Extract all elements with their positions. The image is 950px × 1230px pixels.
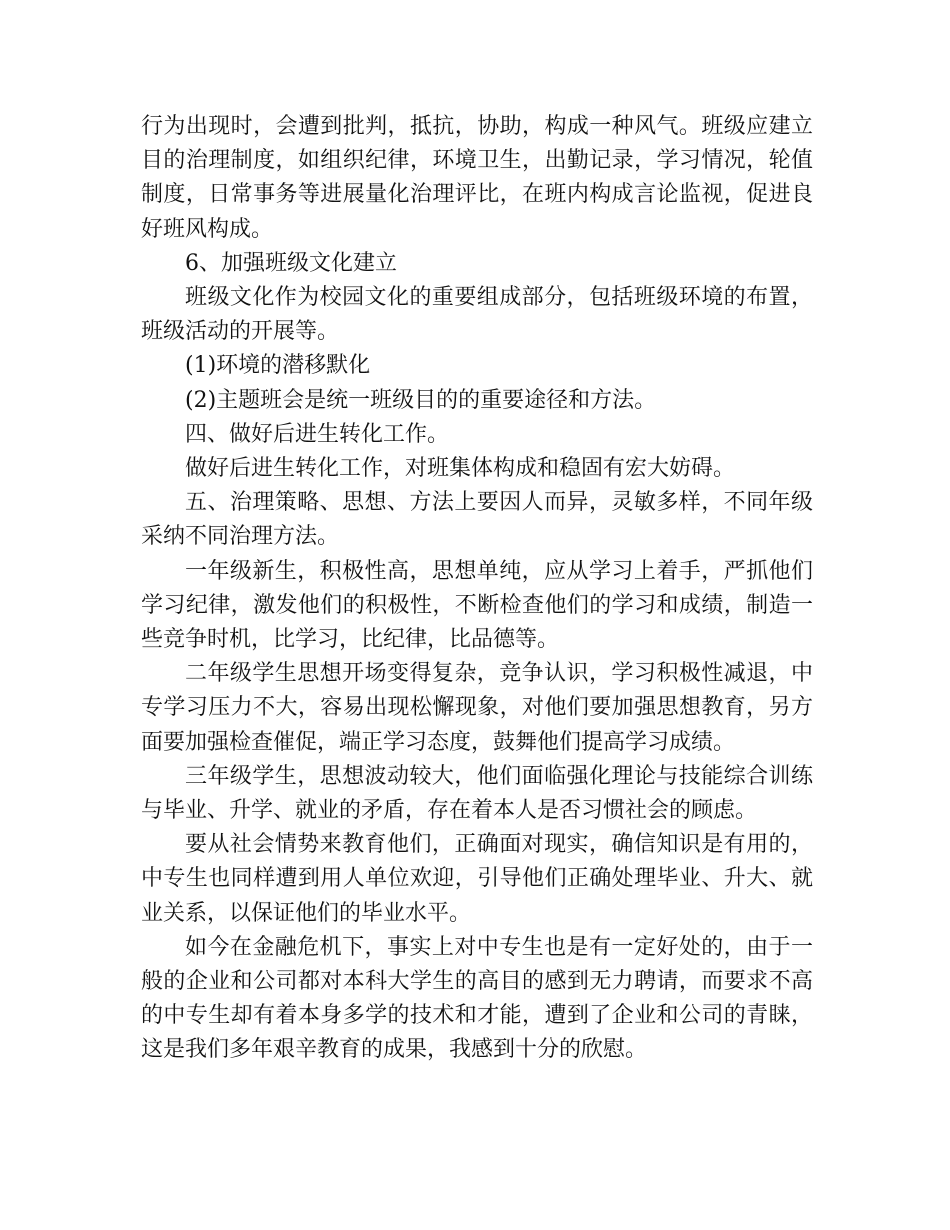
- paragraph-second-year: 二年级学生思想开场变得复杂，竞争认识，学习积极性减退，中专学习压力不大，容易出现松懈现象，对他们要加强思想教育，另方面要加强检查催促，端正学习态度，鼓舞他们提高学习成绩。: [141, 661, 813, 755]
- paragraph-first-year: 一年级新生，积极性高，思想单纯，应从学习上着手，严抓他们学习纪律，激发他们的积极性，不断检查他们的学习和成绩，制造一些竞争时机，比学习，比纪律，比品德等。: [141, 558, 813, 653]
- document-body: [141, 110, 813, 1068]
- list-item-class-meeting: (2)主题班会是统一班级目的的重要途径和方法。: [185, 387, 657, 413]
- heading-class-culture: 6、加强班级文化建立: [185, 250, 397, 276]
- paragraph-social-education: 要从社会情势来教育他们，正确面对现实，确信知识是有用的，中专生也同样遭到用人单位欢迎，引导他们正确处理毕业、升大、就业关系，以保证他们的毕业水平。: [141, 832, 813, 926]
- heading-section-five: 五、治理策略、思想、方法上要因人而异，灵敏多样，不同年级采纳不同治理方法。: [141, 490, 813, 550]
- paragraph-third-year: 三年级学生，思想波动较大，他们面临强化理论与技能综合训练与毕业、升学、就业的矛盾，存在着本人是否习惯社会的顾虑。: [141, 763, 813, 824]
- list-item-environment: (1)环境的潜移默化: [185, 353, 371, 379]
- paragraph-financial-crisis: 如今在金融危机下，事实上对中专生也是有一定好处的，由于一般的企业和公司都对本科大学生的高目的感到无力聘请，而要求不高的中专生却有着本身多学的技术和才能，遭到了企业和公司的青睐，这是我们多年艰辛教育的成果，我感到十分的欣慰。: [141, 934, 813, 1063]
- paragraph-section-four: 做好后进生转化工作，对班集体构成和稳固有宏大妨碍。: [185, 456, 736, 482]
- paragraph-class-rules: 行为出现时，会遭到批判，抵抗，协助，构成一种风气。班级应建立目的治理制度，如组织纪律，环境卫生，出勤记录，学习情况，轮值制度，日常事务等进展量化治理评比，在班内构成言论监视，促进良好班风构成。: [141, 114, 813, 242]
- heading-section-four: 四、做好后进生转化工作。: [185, 421, 450, 447]
- paragraph-class-culture: 班级文化作为校园文化的重要组成部分，包括班级环境的布置，班级活动的开展等。: [141, 285, 813, 345]
